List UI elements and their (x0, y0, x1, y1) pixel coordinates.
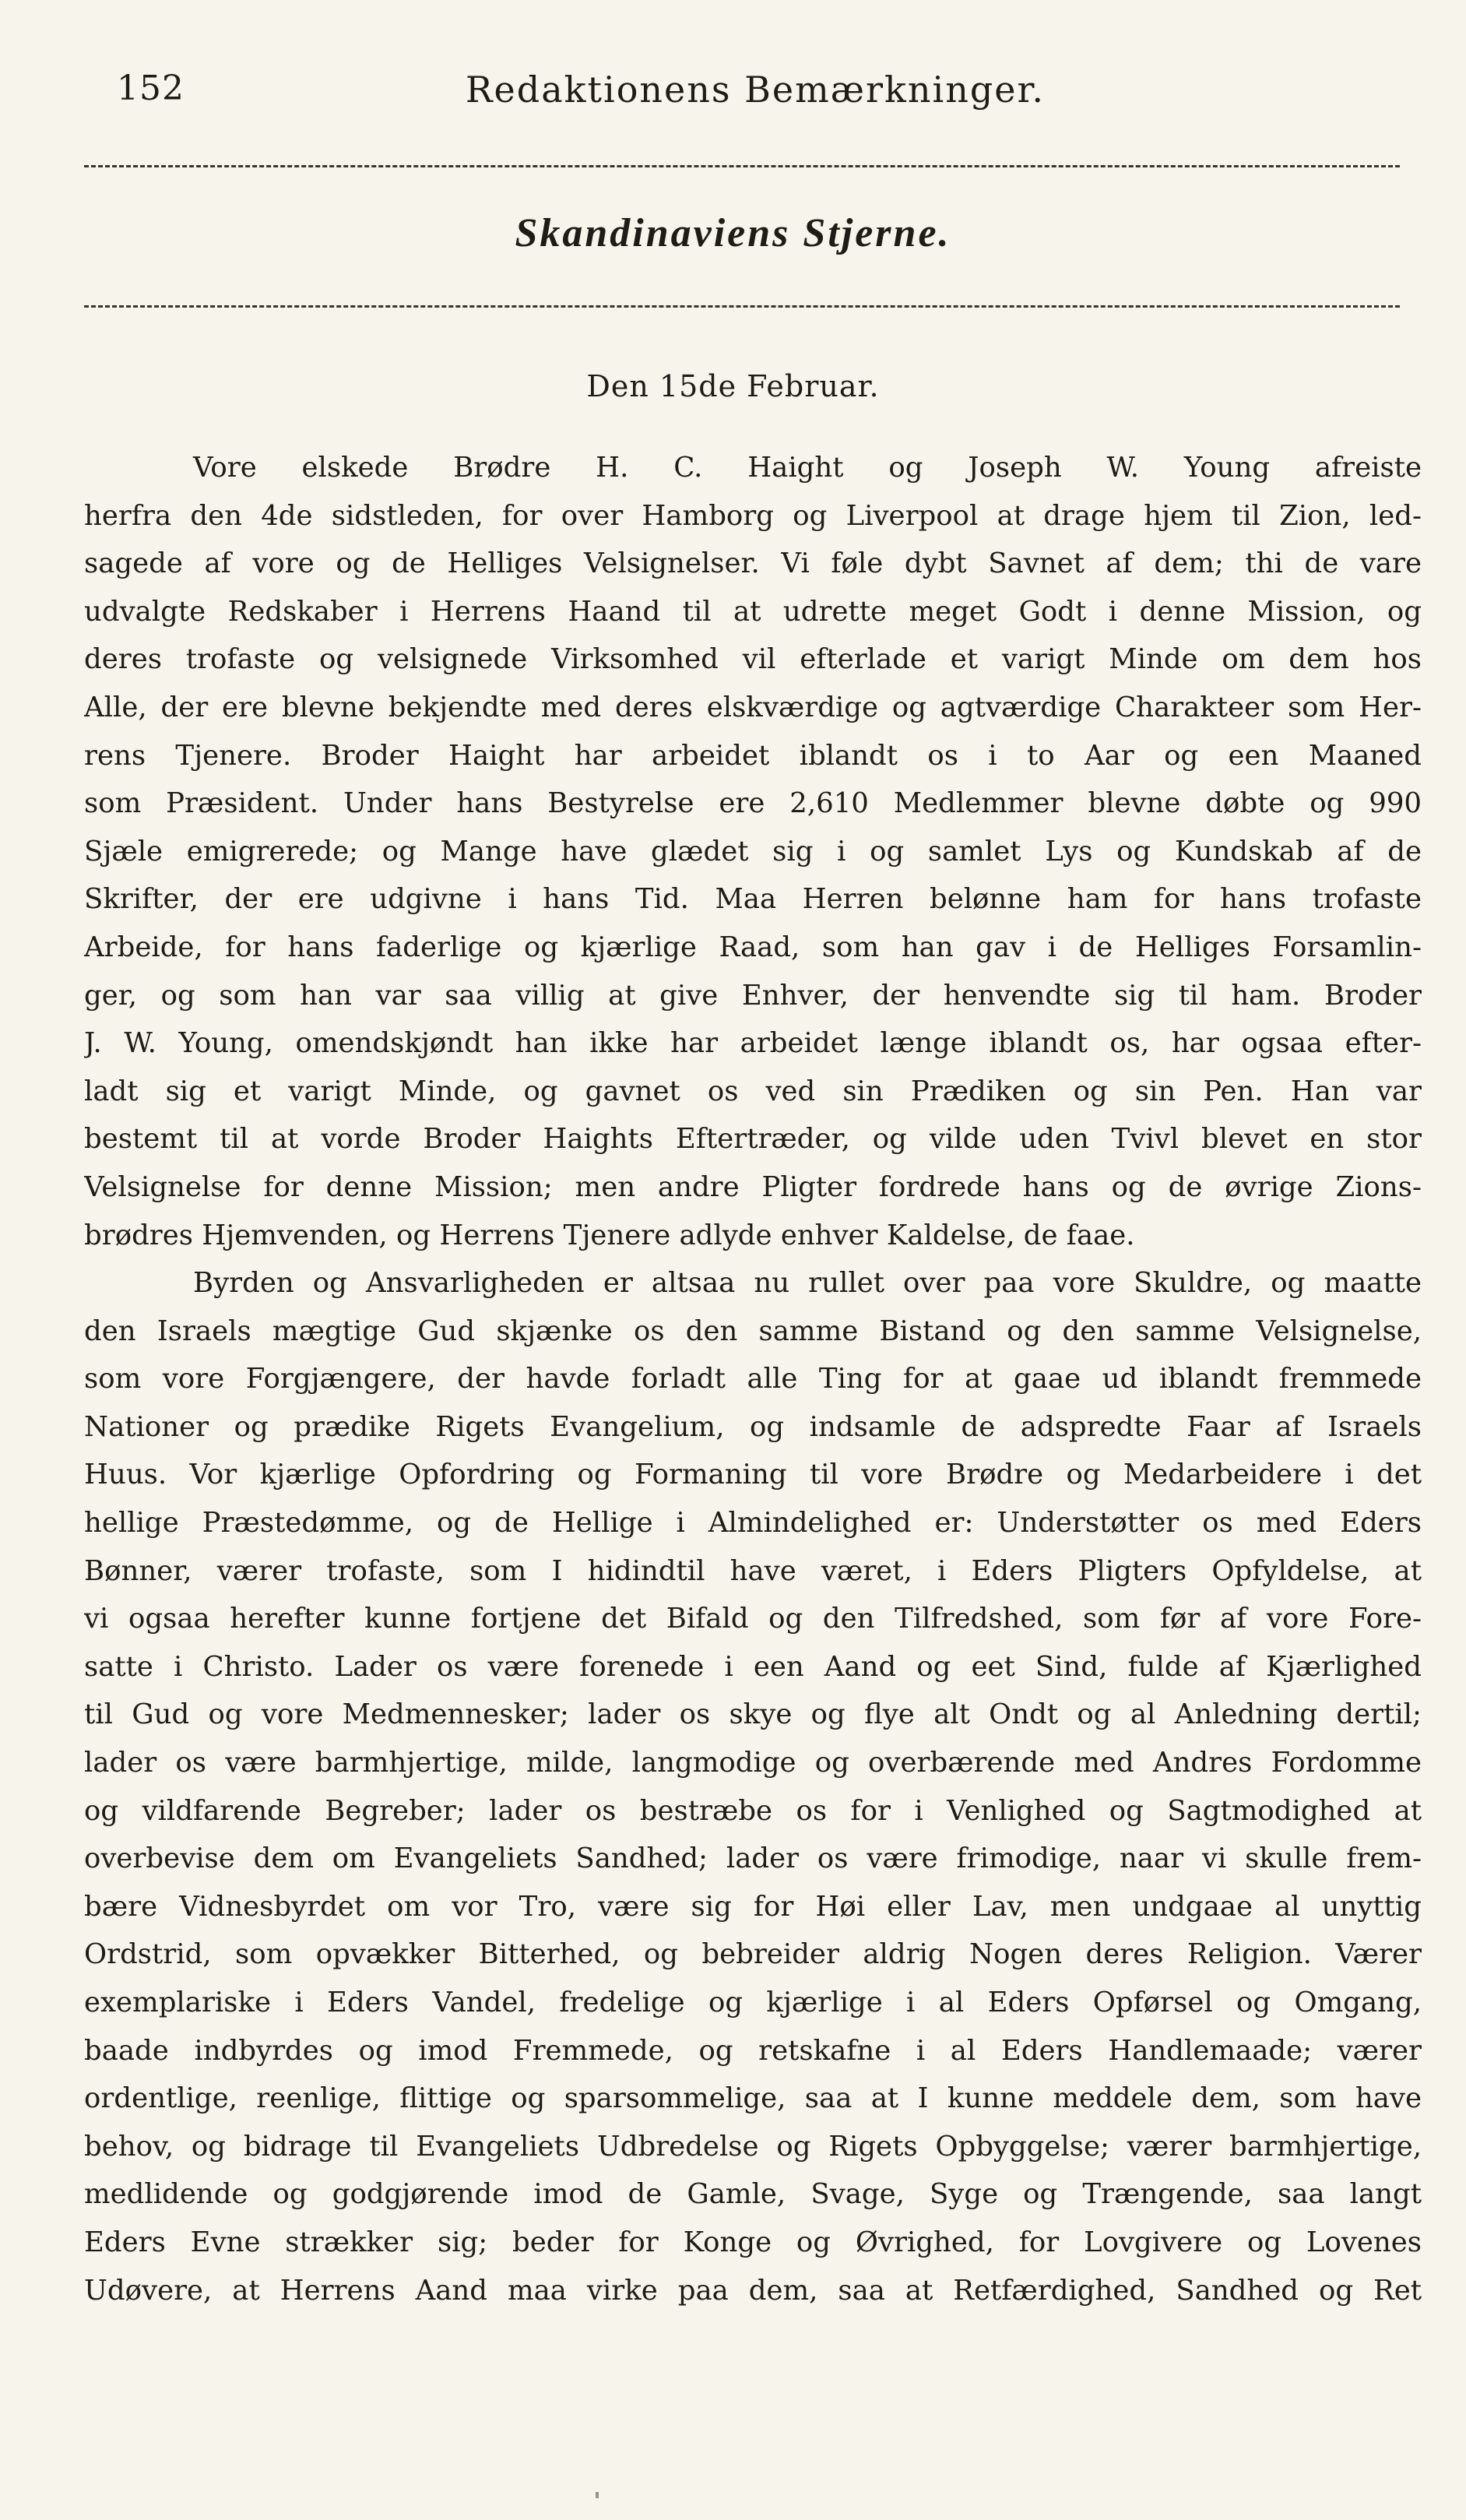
top-divider (84, 165, 1400, 167)
text-line: rens Tjenere. Broder Haight har arbeidet iblandt os i to Aar og een Maaned (84, 739, 1422, 772)
text-line: satte i Christo. Lader os være forenede i een Aand og eet Sind, fulde af Kjærlighed (84, 1650, 1422, 1683)
text-line: medlidende og godgjørende imod de Gamle, Svage, Syge og Trængende, saa langt (84, 2178, 1422, 2211)
text-line: Eders Evne strækker sig; beder for Konge og Øvrighed, for Lovgivere og Lovenes (84, 2226, 1422, 2258)
text-line: overbevise dem om Evangeliets Sandhed; lader os være frimodige, naar vi skulle frem- (84, 1842, 1422, 1875)
text-line: baade indbyrdes og imod Fremmede, og retskafne i al Eders Handlemaade; værer (84, 2034, 1422, 2067)
running-head: Redaktionens Bemærkninger. (465, 69, 1046, 111)
text-line: herfra den 4de sidstleden, for over Hamborg og Liverpool at drage hjem til Zion, led- (84, 499, 1422, 532)
masthead-title: Skandinaviens Stjerne. (515, 211, 951, 255)
text-line: Sjæle emigrerede; og Mange have glædet sig i og samlet Lys og Kundskab af de (84, 835, 1422, 868)
text-line: J. W. Young, omendskjøndt han ikke har arbeidet længe iblandt os, har ogsaa efter- (84, 1027, 1422, 1060)
text-line: ladt sig et varigt Minde, og gavnet os ved sin Prædiken og sin Pen. Han var (84, 1075, 1422, 1107)
text-line: behov, og bidrage til Evangeliets Udbredelse og Rigets Opbyggelse; værer barmhjertige, (84, 2130, 1422, 2163)
text-line: brødres Hjemvenden, og Herrens Tjenere adlyde enhver Kaldelse, de faae. (84, 1219, 1135, 1251)
text-line: ordentlige, reenlige, flittige og sparsommelige, saa at I kunne meddele dem, som have (84, 2082, 1422, 2115)
bottom-divider (84, 305, 1400, 308)
text-line: Skrifter, der ere udgivne i hans Tid. Maa Herren belønne ham for hans trofaste (84, 883, 1422, 916)
text-line: Huus. Vor kjærlige Opfordring og Formaning til vore Brødre og Medarbeidere i det (84, 1459, 1422, 1491)
text-line: hellige Præstedømme, og de Hellige i Almindelighed er: Understøtter os med Eders (84, 1507, 1422, 1540)
text-line: lader os være barmhjertige, milde, langmodige og overbærende med Andres Fordomme (84, 1747, 1422, 1779)
text-line: Alle, der ere blevne bekjendte med deres elskværdige og agtværdige Charakteer som Her- (84, 691, 1422, 723)
text-line: som vore Forgjængere, der havde forladt alle Ting for at gaae ud iblandt fremmede (84, 1363, 1422, 1396)
text-line: Ordstrid, som opvækker Bitterhed, og bebreider aldrig Nogen deres Religion. Værer (84, 1938, 1422, 1971)
text-line: som Præsident. Under hans Bestyrelse ere 2,610 Medlemmer blevne døbte og 990 (84, 787, 1422, 820)
text-line: sagede af vore og de Helliges Velsignelser. Vi føle dybt Savnet af dem; thi de vare (84, 547, 1422, 580)
text-line: udvalgte Redskaber i Herrens Haand til at udrette meget Godt i denne Mission, og (84, 595, 1422, 628)
text-line: deres trofaste og velsignede Virksomhed vil efterlade et varigt Minde om dem hos (84, 643, 1422, 676)
text-line: exemplariske i Eders Vandel, fredelige og kjærlige i al Eders Opførsel og Omgang, (84, 1987, 1422, 2018)
page-header (117, 69, 1394, 115)
text-line: bestemt til at vorde Broder Haights Eftertræder, og vilde uden Tvivl blevet en stor (84, 1123, 1422, 1156)
text-line: Bønner, værer trofaste, som I hidindtil have været, i Eders Pligters Opfyldelse, at (84, 1554, 1422, 1587)
text-line: den Israels mægtige Gud skjænke os den samme Bistand og den samme Velsignelse, (84, 1315, 1422, 1347)
page-speck (596, 2492, 599, 2498)
page-number: 152 (117, 69, 185, 108)
text-line: til Gud og vore Medmennesker; lader os skye og flye alt Ondt og al Anledning dertil; (84, 1698, 1422, 1731)
text-line: Byrden og Ansvarligheden er altsaa nu rullet over paa vore Skuldre, og maatte (193, 1267, 1422, 1300)
text-line: bære Vidnesbyrdet om vor Tro, være sig for Høi eller Lav, men undgaae al unyttig (84, 1890, 1422, 1923)
text-line: Udøvere, at Herrens Aand maa virke paa dem, saa at Retfærdighed, Sandhed og Ret (84, 2274, 1422, 2307)
text-line: ger, og som han var saa villig at give Enhver, der henvendte sig til ham. Broder (84, 979, 1422, 1012)
text-line: Arbeide, for hans faderlige og kjærlige Raad, som han gav i de Helliges Forsamlin- (84, 931, 1422, 963)
article-body (84, 444, 1422, 2314)
text-line: vi ogsaa herefter kunne fortjene det Bifald og den Tilfredshed, som før af vore Fore- (84, 1603, 1422, 1635)
text-line: og vildfarende Begreber; lader os bestræbe os for i Venlighed og Sagtmodighed at (84, 1794, 1422, 1827)
text-line: Velsignelse for denne Mission; men andre Pligter fordrede hans og de øvrige Zions- (84, 1170, 1422, 1203)
dateline: Den 15de Februar. (586, 369, 880, 403)
text-line: Vore elskede Brødre H. C. Haight og Joseph W. Young afreiste (193, 452, 1422, 484)
text-line: Nationer og prædike Rigets Evangelium, og indsamle de adspredte Faar af Israels (84, 1410, 1422, 1443)
